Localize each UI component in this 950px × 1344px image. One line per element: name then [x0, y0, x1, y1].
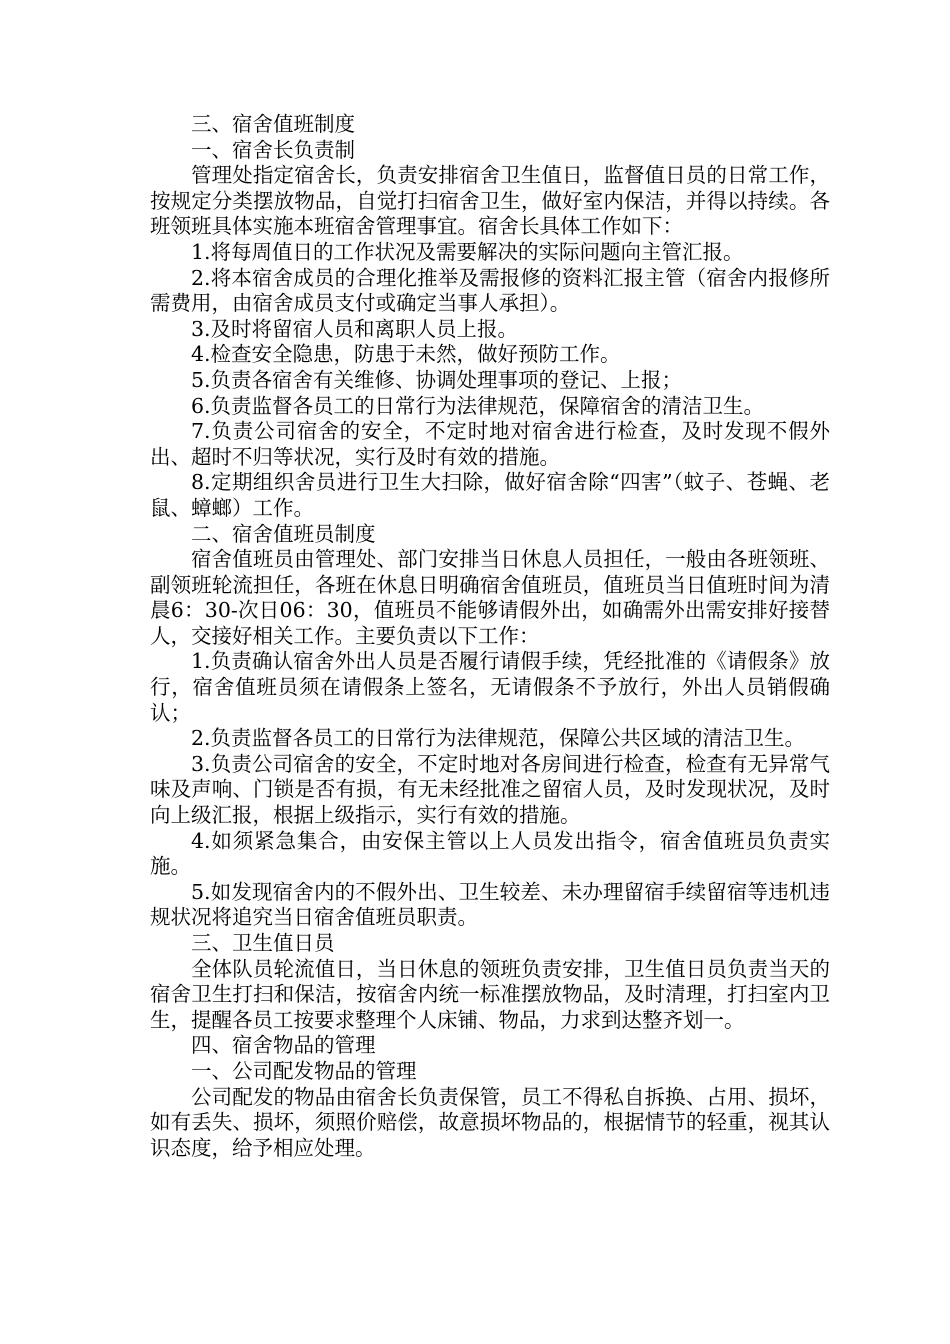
list-item: 8.定期组织舍员进行卫生大扫除，做好宿舍除“四害”（蚊子、苍蝇、老鼠、蟑螂）工作。: [150, 470, 830, 520]
list-item: 4.检查安全隐患，防患于未然，做好预防工作。: [191, 342, 621, 367]
subheading-company-items: 一、公司配发物品的管理: [191, 1058, 417, 1083]
document-body: [150, 112, 830, 1161]
list-item: 5.如发现宿舍内的不假外出、卫生较差、未办理留宿手续留宿等违机违规状况将追究当日宿舍值班员职责。: [150, 879, 830, 930]
subheading-dorm-leader: 一、宿舍长负责制: [191, 137, 355, 162]
list-item: 1.负责确认宿舍外出人员是否履行请假手续，凭经批准的《请假条》放行，宿舍值班员须在请假条上签名，无请假条不予放行，外出人员销假确认；: [150, 649, 830, 725]
section-heading-item-management: 四、宿舍物品的管理: [191, 1033, 376, 1058]
subheading-duty-officer: 二、宿舍值班员制度: [191, 521, 376, 546]
list-item: 2.负责监督各员工的日常行为法律规范，保障公共区域的清洁卫生。: [191, 726, 806, 751]
list-item: 2.将本宿舍成员的合理化推举及需报修的资料汇报主管（宿舍内报修所需费用，由宿舍成员支付或确定当事人承担）。: [150, 265, 830, 316]
paragraph: 宿舍值班员由管理处、部门安排当日休息人员担任，一般由各班领班、副领班轮流担任，各班在休息日明确宿舍值班员，值班员当日值班时间为清晨6：30-次日06：30，值班员不能够请假外出，如确需外出需安排好接替人，交接好相关工作。主要负责以下工作：: [150, 547, 830, 648]
section-heading-duty-system: 三、宿舍值班制度: [191, 112, 355, 136]
list-item: 3.负责公司宿舍的安全，不定时地对各房间进行检查，检查有无异常气味及声响、门锁是否有损，有无未经批准之留宿人员，及时发现状况，及时向上级汇报，根据上级指示，实行有效的措施。: [150, 751, 830, 828]
list-item: 7.负责公司宿舍的安全，不定时地对宿舍进行检查，及时发现不假外出、超时不归等状况，实行及时有效的措施。: [150, 419, 830, 469]
list-item: 3.及时将留宿人员和离职人员上报。: [191, 316, 519, 341]
list-item: 5.负责各宿舍有关维修、协调处理事项的登记、上报；: [191, 367, 683, 392]
subheading-hygiene-duty: 三、卫生值日员: [191, 931, 335, 955]
list-item: 4.如须紧急集合，由安保主管以上人员发出指令，宿舍值班员负责实施。: [150, 828, 830, 879]
paragraph: 公司配发的物品由宿舍长负责保管，员工不得私自拆换、占用、损坏，如有丢失、损坏，须照价赔偿，故意损坏物品的，根据情节的轻重，视其认识态度，给予相应处理。: [150, 1084, 830, 1160]
paragraph: 全体队员轮流值日，当日休息的领班负责安排，卫生值日员负责当天的宿舍卫生打扫和保洁，按宿舍内统一标准摆放物品，及时清理，打扫室内卫生，提醒各员工按要求整理个人床铺、物品，力求到达整齐划一。: [150, 956, 830, 1032]
paragraph: 管理处指定宿舍长，负责安排宿舍卫生值日，监督值日员的日常工作，按规定分类摆放物品，自觉打扫宿舍卫生，做好室内保洁，并得以持续。各班领班具体实施本班宿舍管理事宜。宿舍长具体工作如下：: [150, 163, 830, 239]
list-item: 6.负责监督各员工的日常行为法律规范，保障宿舍的清洁卫生。: [191, 393, 765, 418]
list-item: 1.将每周值日的工作状况及需要解决的实际问题向主管汇报。: [191, 239, 744, 264]
